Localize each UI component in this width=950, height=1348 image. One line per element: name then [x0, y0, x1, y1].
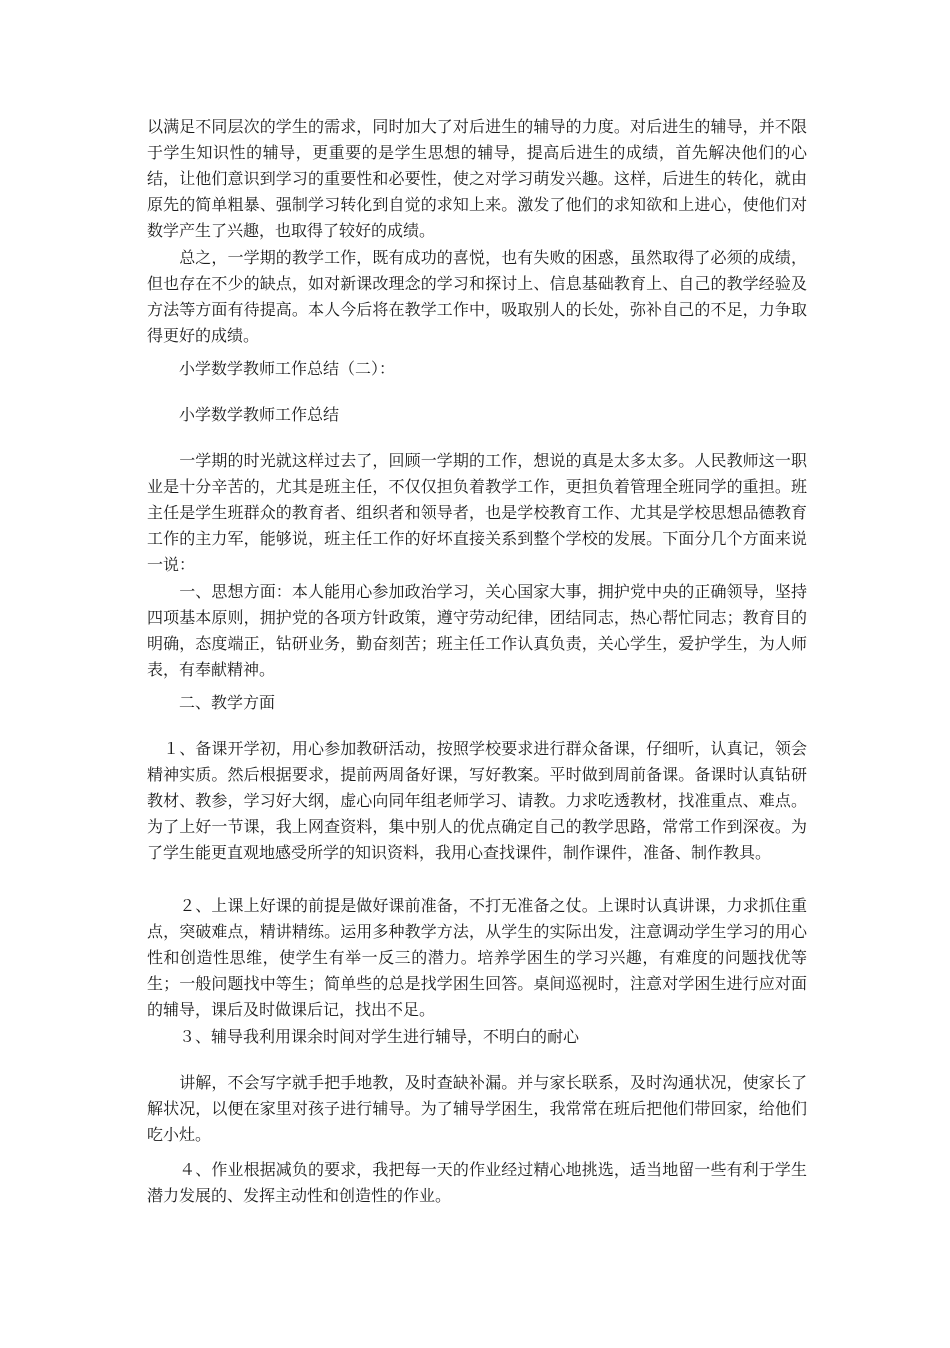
paragraph-homework: ４、作业根据减负的要求，我把每一天的作业经过精心地挑选，适当地留一些有利于学生潜力发展的、发挥主动性和创造性的作业。	[147, 1160, 807, 1205]
paragraph-tutoring-start: ３、辅导我利用课余时间对学生进行辅导，不明白的耐心	[147, 1027, 580, 1046]
paragraph-introduction: 一学期的时光就这样过去了，回顾一学期的工作，想说的真是太多太多。人民教师这一职业是十分辛苦的，尤其是班主任，不仅仅担负着教学工作，更担负着管理全班同学的重担。班主任是学生班群众的教育者、组织者和领导者，也是学校教育工作、尤其是学校思想品德教育工作的主力军，能够说，班主任工作的好坏直接关系到整个学校的发展。下面分几个方面来说一说：	[147, 451, 807, 574]
section-title: 小学数学教师工作总结	[147, 405, 340, 424]
paragraph-remedial-tutoring: 以满足不同层次的学生的需求，同时加大了对后进生的辅导的力度。对后进生的辅导，并不限于学生知识性的辅导，更重要的是学生思想的辅导，提高后进生的成绩，首先解决他们的心结，让他们意识到学习的重要性和必要性，使之对学习萌发兴趣。这样，后进生的转化，就由原先的简单粗暴、强制学习转化到自觉的求知上来。激发了他们的求知欲和上进心，使他们对数学产生了兴趣，也取得了较好的成绩。	[147, 117, 807, 240]
paragraph-lesson-prep: １、备课开学初，用心参加教研活动，按照学校要求进行群众备课，仔细听，认真记，领会精神实质。然后根据要求，提前两周备好课，写好教案。平时做到周前备课。备课时认真钻研教材、教参，学习好大纲，虚心向同年组老师学习、请教。力求吃透教材，找准重点、难点。为了上好一节课，我上网查资料，集中别人的优点确定自己的教学思路，常常工作到深夜。为了学生能更直观地感受所学的知识资料，我用心查找课件，制作课件，准备、制作教具。	[147, 739, 807, 862]
paragraph-conclusion: 总之，一学期的教学工作，既有成功的喜悦，也有失败的困惑，虽然取得了必须的成绩，但也存在不少的缺点，如对新课改理念的学习和探讨上、信息基础教育上、自己的教学经验及方法等方面有待提高。本人今后将在教学工作中，吸取别人的长处，弥补自己的不足，力争取得更好的成绩。	[147, 248, 807, 345]
section-heading-part-two: 小学数学教师工作总结（二）：	[147, 359, 396, 378]
heading-teaching: 二、教学方面	[147, 693, 276, 712]
paragraph-tutoring-continued: 讲解，不会写字就手把手地教，及时查缺补漏。并与家长联系，及时沟通状况，使家长了解状况，以便在家里对孩子进行辅导。为了辅导学困生，我常常在班后把他们带回家，给他们吃小灶。	[147, 1073, 807, 1144]
paragraph-classes: ２、上课上好课的前提是做好课前准备，不打无准备之仗。上课时认真讲课，力求抓住重点，突破难点，精讲精练。运用多种教学方法，从学生的实际出发，注意调动学生学习的用心性和创造性思维，使学生有举一反三的潜力。培养学困生的学习兴趣，有难度的问题找优等生；一般问题找中等生；简单些的总是找学困生回答。桌间巡视时，注意对学困生进行应对面的辅导，课后及时做课后记，找出不足。	[147, 896, 807, 1019]
paragraph-ideology: 一、思想方面：本人能用心参加政治学习，关心国家大事，拥护党中央的正确领导，坚持四项基本原则，拥护党的各项方针政策，遵守劳动纪律，团结同志，热心帮忙同志；教育目的明确，态度端正，钻研业务，勤奋刻苦；班主任工作认真负责，关心学生，爱护学生，为人师表，有奉献精神。	[147, 582, 807, 679]
